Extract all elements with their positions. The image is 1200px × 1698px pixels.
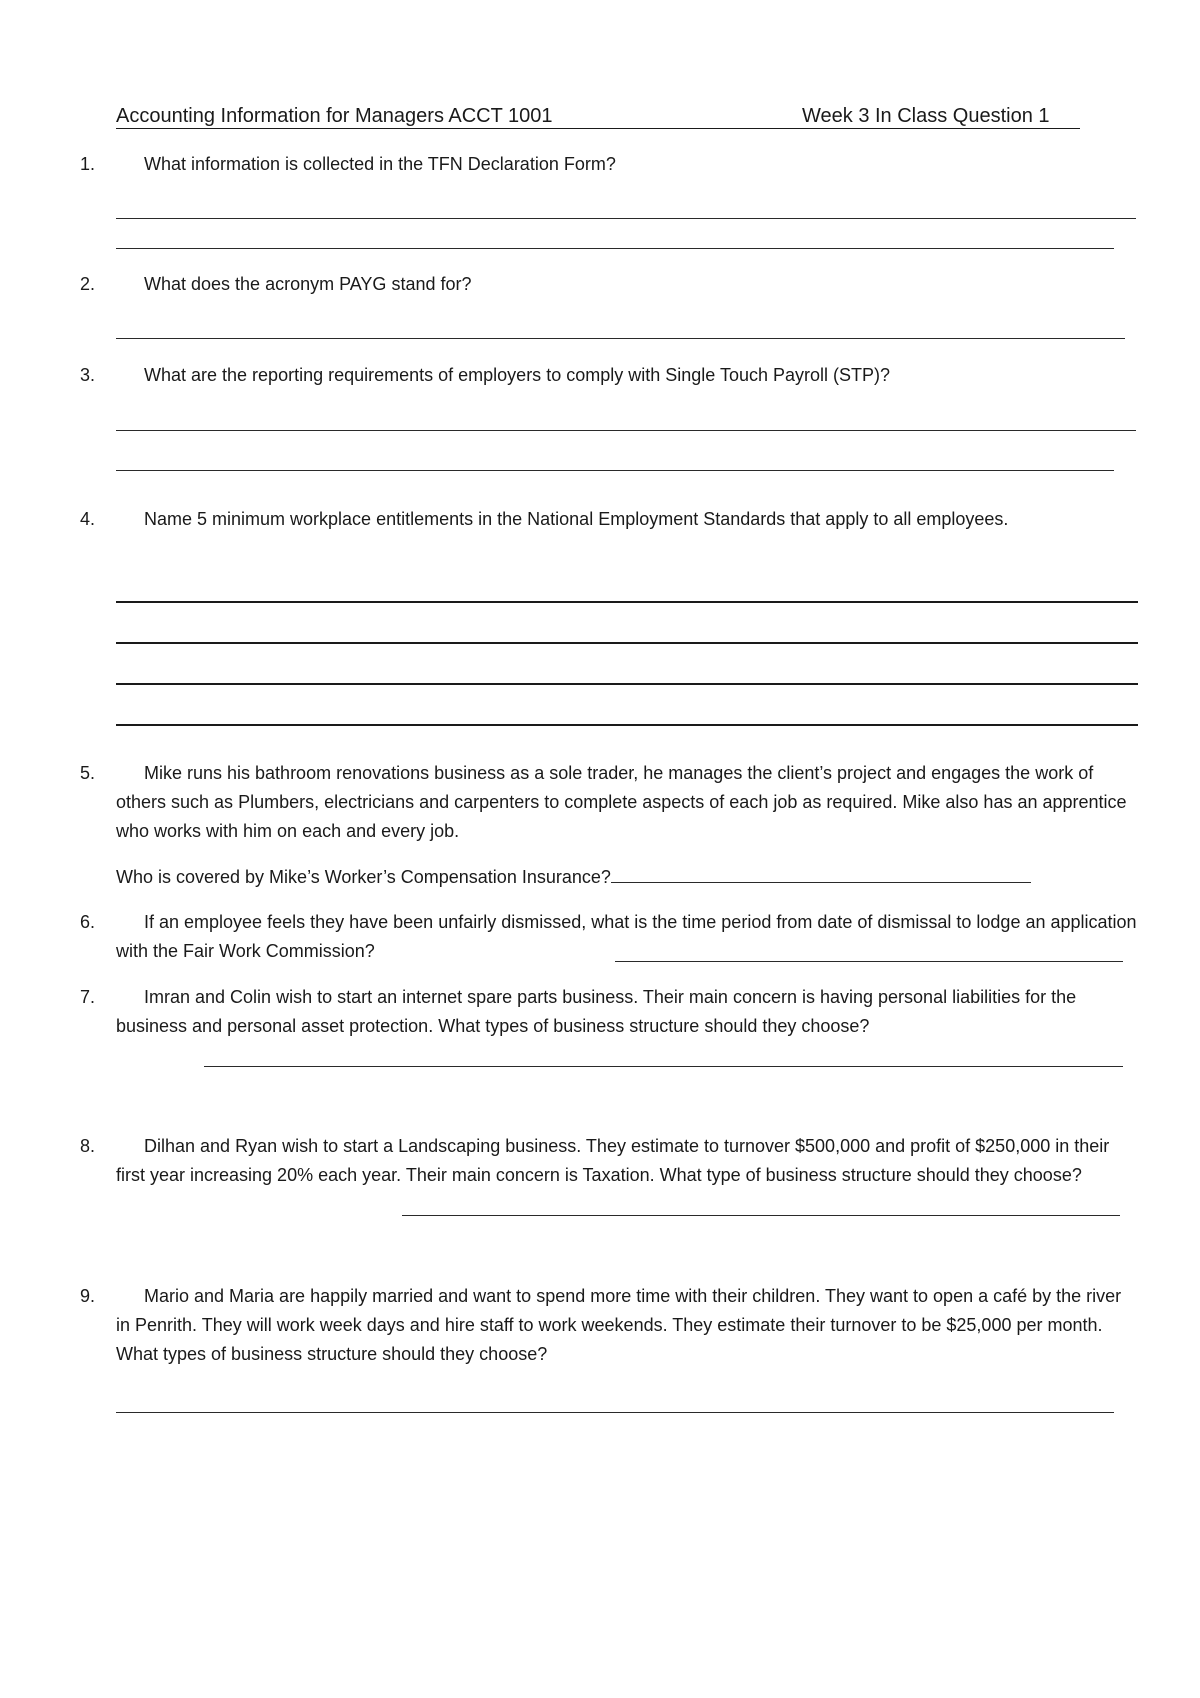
answer-line[interactable] — [116, 683, 1138, 685]
question-number: 2. — [80, 274, 96, 294]
answer-line[interactable] — [116, 338, 1125, 339]
answer-line[interactable] — [116, 248, 1114, 249]
question-number: 5. — [80, 763, 96, 783]
question-text: If an employee feels they have been unfairly dismissed, what is the time period from date of dismissal to lodge an application with the Fair Work Commission? — [116, 912, 1137, 961]
question-6 — [80, 908, 1140, 966]
question-text: What information is collected in the TFN Declaration Form? — [144, 154, 616, 174]
question-7 — [80, 983, 1140, 1041]
question-9 — [80, 1282, 1140, 1369]
question-number: 8. — [80, 1136, 96, 1156]
question-4 — [80, 505, 1060, 534]
answer-line[interactable] — [116, 218, 1136, 219]
question-5 — [80, 759, 1140, 846]
answer-line[interactable] — [116, 470, 1114, 471]
question-number: 7. — [80, 987, 96, 1007]
question-2 — [80, 270, 1140, 299]
answer-line[interactable] — [402, 1215, 1120, 1216]
question-text: Mike runs his bathroom renovations business as a sole trader, he manages the client’s project and engages the work of others such as Plumbers, electricians and carpenters to complete aspects of each job as required. Mike also has an apprentice who works with him on each and every job. — [116, 763, 1127, 841]
question-1 — [80, 150, 1140, 179]
week-label: Week 3 In Class Question 1 — [802, 105, 1050, 127]
question-5-sub — [116, 863, 1116, 892]
sub-question-text: Who is covered by Mike’s Worker’s Compensation Insurance? — [116, 867, 611, 887]
course-title: Accounting Information for Managers ACCT 1001 — [116, 105, 553, 127]
question-text: Dilhan and Ryan wish to start a Landscaping business. They estimate to turnover $500,000 and profit of $250,000 in their first year increasing 20% each year. Their main concern is Taxation. What type of business structure should they choose? — [116, 1136, 1110, 1185]
question-number: 6. — [80, 912, 96, 932]
answer-line[interactable] — [204, 1066, 1123, 1067]
answer-line[interactable] — [116, 430, 1136, 431]
question-text: Name 5 minimum workplace entitlements in the National Employment Standards that apply to all employees. — [144, 509, 1009, 529]
question-text: What are the reporting requirements of employers to comply with Single Touch Payroll (STP)? — [144, 365, 890, 385]
answer-line[interactable] — [116, 642, 1138, 644]
answer-line[interactable] — [116, 601, 1138, 603]
answer-line[interactable] — [615, 961, 1123, 962]
question-3 — [80, 361, 1140, 390]
answer-line[interactable] — [116, 724, 1138, 726]
question-text: Mario and Maria are happily married and want to spend more time with their children. They want to open a café by the river in Penrith. They will work week days and hire staff to work weekends. They estimate their turnover to be $25,000 per month. What types of business structure should they choose? — [116, 1286, 1122, 1364]
answer-blank[interactable] — [611, 864, 1031, 883]
question-text: Imran and Colin wish to start an internet spare parts business. Their main concern is having personal liabilities for the business and personal asset protection. What types of business structure should they choose? — [116, 987, 1077, 1036]
question-number: 4. — [80, 509, 96, 529]
page-header — [116, 104, 1080, 129]
question-number: 9. — [80, 1286, 96, 1306]
answer-line[interactable] — [116, 1412, 1114, 1413]
question-number: 1. — [80, 154, 96, 174]
question-8 — [80, 1132, 1140, 1190]
question-number: 3. — [80, 365, 96, 385]
question-text: What does the acronym PAYG stand for? — [144, 274, 472, 294]
